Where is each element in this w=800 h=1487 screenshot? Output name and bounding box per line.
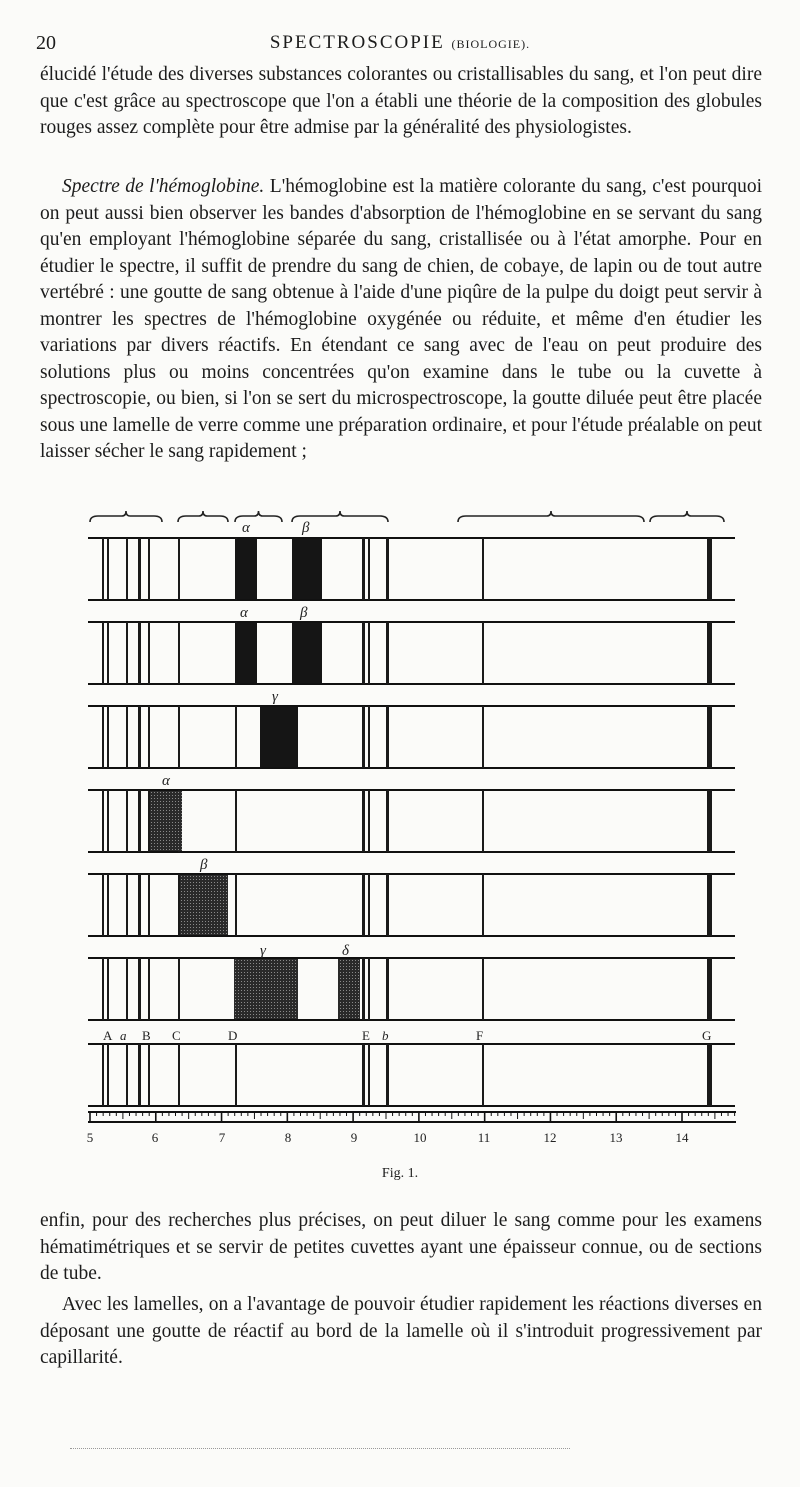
fraunhofer-line [362,958,365,1020]
color-brace [650,511,724,522]
figure-caption: Fig. 1. [381,1166,419,1181]
fraunhofer-line [138,1044,141,1106]
spectra-figure [70,498,780,1148]
spectrum-strips [88,538,735,1106]
fraunhofer-line [138,706,141,768]
fraunhofer-line [362,874,365,936]
fraunhofer-line [138,790,141,852]
fraunhofer-line [107,874,109,936]
fraunhofer-line [148,958,150,1020]
paragraph-4: Avec les lamelles, on a l'avantage de pouvoir étudier rapidement les réactions diverses en déposant une goutte de réactif au bord de la lamelle où il s'introduit progressivement par capillarité. [40,1294,762,1368]
absorption-band [292,539,322,599]
color-brace [90,511,162,522]
fraunhofer-line [102,622,104,684]
fraunhofer-line [126,790,128,852]
scale-label: 11 [477,1130,491,1145]
fraunhofer-line [482,706,484,768]
fraunhofer-line [386,958,389,1020]
line-label: B [142,1028,151,1043]
fraunhofer-line [148,538,150,600]
line-label: D [228,1028,238,1043]
paragraph-2 [40,174,762,466]
absorption-band [180,875,228,935]
band-label: δ [342,943,349,959]
fraunhofer-line [386,622,389,684]
fraunhofer-line [235,874,237,936]
color-brace [458,511,644,522]
fraunhofer-line [148,874,150,936]
fraunhofer-line [362,538,365,600]
fraunhofer-line [368,874,370,936]
fraunhofer-line [126,622,128,684]
scale-label: 8 [284,1130,292,1145]
fraunhofer-line [126,874,128,936]
line-label: a [120,1028,127,1043]
fraunhofer-line [107,958,109,1020]
scale-label: 10 [413,1130,427,1145]
fraunhofer-line [126,706,128,768]
absorption-band [150,791,182,851]
line-label: C [172,1028,181,1043]
fraunhofer-line [107,706,109,768]
fraunhofer-line [386,790,389,852]
band-label: β [302,520,310,536]
fraunhofer-line [707,622,712,684]
color-braces [90,511,724,522]
fraunhofer-line [126,1044,128,1106]
fraunhofer-line [178,958,180,1020]
fraunhofer-line [148,1044,150,1106]
fraunhofer-line [102,538,104,600]
line-label: E [362,1028,370,1043]
fraunhofer-line [482,958,484,1020]
line-label: G [702,1028,712,1043]
fraunhofer-line [148,790,150,852]
fraunhofer-line [102,874,104,936]
page-number: 20 [36,32,56,54]
scale-label: 7 [218,1130,226,1145]
fraunhofer-line [386,538,389,600]
band-label: α [162,773,170,789]
fraunhofer-line [707,958,712,1020]
paragraph-3: enfin, pour des recherches plus précises, on peut diluer le sang comme pour les examens hématimétriques et se servir de petites cuvettes ayant une épaisseur connue, ou de sections de tube. [40,1210,762,1284]
spectra-figure-svg [70,498,780,1148]
fraunhofer-line [707,874,712,936]
fraunhofer-line [362,706,365,768]
scale-label: 14 [675,1130,689,1145]
footer-rule [70,1448,570,1449]
absorption-band [338,959,360,1019]
fraunhofer-line [368,1044,370,1106]
paragraph-2-body: L'hémoglobine est la matière colorante du sang, c'est pourquoi on peut aussi bien observer les bandes d'absorption de l'hémoglobine en se servant du sang qu'en employant l'hémoglobine séparée du sang, cristallisée ou à l'état amorphe. Pour en étudier le spectre, il suffit de prendre du sang de chien, de cobaye, de lapin ou de tout autre vertébré : une goutte de sang obtenue à l'aide d'une piqûre de la pulpe du doigt peut servir à montrer les spectres de l'hémoglobine oxygénée ou réduite, et même d'en étudier les variations par divers réactifs. En étendant ce sang avec de l'eau on peut produire des solutions plus ou moins concentrées qu'on examine dans le tube ou la cuvette à spectroscopie, ou bien, si l'on se sert du microspectroscope, la goutte diluée peut être placée sous une lamelle de verre comme une préparation ordinaire, et pour l'étude préalable on peut laisser sécher le sang rapidement ; [40,176,763,462]
fraunhofer-line [102,1044,104,1106]
fraunhofer-line [102,790,104,852]
band-label: γ [272,689,278,705]
fraunhofer-line [102,706,104,768]
fraunhofer-line [235,706,237,768]
line-label: b [382,1028,389,1043]
fraunhofer-line [148,706,150,768]
fraunhofer-line [362,790,365,852]
running-head [0,32,800,54]
color-brace [178,511,228,522]
fraunhofer-line [368,622,370,684]
fraunhofer-line [178,538,180,600]
section-heading: Spectre de l'hémoglobine. [62,176,265,197]
scale-label: 13 [609,1130,623,1145]
absorption-band [235,539,257,599]
fraunhofer-line [368,538,370,600]
fraunhofer-line [138,622,141,684]
scale-label: 9 [350,1130,358,1145]
absorption-band [260,707,298,767]
fraunhofer-line [707,706,712,768]
fraunhofer-line [707,538,712,600]
band-label: β [300,605,308,621]
fraunhofer-line [107,622,109,684]
fraunhofer-line [107,538,109,600]
fraunhofer-line [126,538,128,600]
band-label: γ [260,943,266,959]
fraunhofer-line [126,958,128,1020]
fraunhofer-line [138,538,141,600]
fraunhofer-line [178,1044,180,1106]
fraunhofer-line [138,874,141,936]
absorption-band [292,623,322,683]
band-label: α [242,520,250,536]
fraunhofer-line [102,958,104,1020]
fraunhofer-line [482,538,484,600]
fraunhofer-line [482,1044,484,1106]
scale-label: 12 [543,1130,557,1145]
band-label: β [200,857,208,873]
line-label: A [103,1028,113,1043]
absorption-band [234,959,298,1019]
fraunhofer-line [482,790,484,852]
running-head-subtitle: (BIOLOGIE). [451,37,531,51]
fraunhofer-line [362,622,365,684]
fraunhofer-line [138,958,141,1020]
scale-label: 5 [86,1130,94,1145]
fraunhofer-line [107,790,109,852]
fraunhofer-line [368,790,370,852]
fraunhofer-line [482,874,484,936]
fraunhofer-line [178,706,180,768]
fraunhofer-line [386,706,389,768]
fraunhofer-line [178,874,180,936]
band-label: α [240,605,248,621]
line-label: F [476,1028,484,1043]
running-head-title: SPECTROSCOPIE [269,32,445,53]
fraunhofer-line [707,790,712,852]
fraunhofer-line [482,622,484,684]
fraunhofer-line [707,1044,712,1106]
paragraph-1: élucidé l'étude des diverses substances colorantes ou cristallisables du sang, et l'on peut dire que c'est grâce au spectroscope que l'on a établi une théorie de la composition des globules rouges assez complète pour être admise par la généralité des physiologistes. [40,64,762,138]
fraunhofer-line [178,622,180,684]
scale-label: 6 [151,1130,159,1145]
fraunhofer-line [386,874,389,936]
fraunhofer-line-labels [103,1028,711,1043]
fraunhofer-line [368,958,370,1020]
fraunhofer-line [235,790,237,852]
fraunhofer-line [107,1044,109,1106]
fraunhofer-line [362,1044,365,1106]
fraunhofer-line [235,1044,237,1106]
fraunhofer-line [368,706,370,768]
absorption-band [235,623,257,683]
wavelength-scale [87,1112,736,1145]
fraunhofer-line [386,1044,389,1106]
fraunhofer-line [148,622,150,684]
